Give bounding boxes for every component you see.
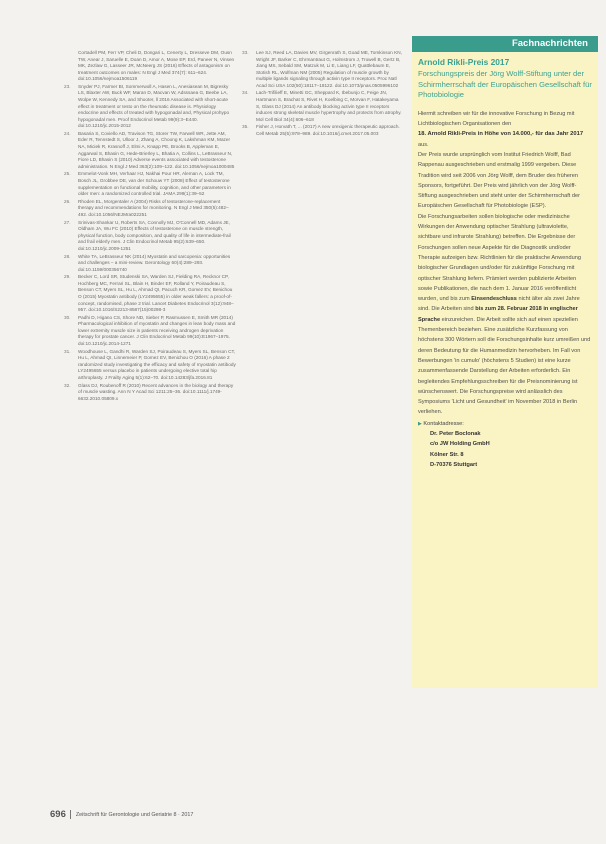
reference-item xyxy=(242,90,402,123)
page-footer xyxy=(50,806,193,820)
references-column-left xyxy=(64,50,236,404)
reference-item xyxy=(64,84,236,130)
reference-text: Basaria S, Coviello AD, Travison TG, Storer TW, Farwell WR, Jette AM, Eder R, Tennstedt S, Ulloor J, Zhang A, Choong K, Lakshman KM, Mazer NA, Miciek R, Krasnoff J, Elmi A, Knapp PE, Brooks B, Appleman E, Aggarwal S, Bhasin G, Hede-Brierley L, Bhatia A, Collins L, LeBrasseur N, Fiore LD, Bhasin S (2010) Adverse events associated with testosterone administration. N Engl J Med 363(2):109–122. doi:10.1056/nejmoa1000485 xyxy=(78,130,235,169)
contact-org: c/o JW Holding GmbH xyxy=(430,441,490,448)
reference-number: 25. xyxy=(64,171,71,177)
reference-item xyxy=(64,131,236,170)
reference-item xyxy=(64,199,236,219)
contact-label xyxy=(418,419,592,429)
reference-number: 31. xyxy=(64,348,71,354)
reference-item xyxy=(64,315,236,348)
reference-item xyxy=(242,50,402,89)
reference-number: 34. xyxy=(242,90,249,96)
reference-text: Rhoden EL, Morgentaler A (2004) Risks of testosterone-replacement therapy and recommendations for monitoring. N Engl J Med 350(5):482–492. doi:10.1056/NEJMra022251 xyxy=(78,198,229,217)
references-column-right xyxy=(242,50,402,139)
requirements-start: Die Forschungsarbeiten sollen biologische oder medizinische Wirkungen der Anwendung optischer Strahlung (ultraviolette, sichtbare und infrarote Strahlung) betreffen. Die Ergebnisse der Forschungen sollen neue Aspekte für die Diagnostik und/oder Therapie aufzeigen bzw. Richtlinien für die praktische Anwendung biologischer Grundlagen und/oder für zukünftige Forschung mit optischer Strahlung liefern. Prämiert werden publizierte Arbeiten sowie Publikationen, die nach dem 1. Januar 2016 veröffentlicht wurden, und bis zum xyxy=(418,213,581,303)
reference-text: Lee SJ, Reed LA, Davies MV, Girgenrath S, Goad ME, Tomkinson KN, Wright JF, Barker C, Ehrmantraut G, Holmstrom J, Trowell B, Gertz B, Jiang MS, Sebald SM, Matzuk M, Li E, Liang LF, Quattlebaum E, Stotish RL, Wolfman NM (2005) Regulation of muscle growth by multiple ligands signaling through activin type II receptors. Proc Natl Acad Sci USA 102(50):18117–18122. doi:10.1073/pnas.0505996102 xyxy=(256,50,402,88)
aus-text: aus. xyxy=(418,141,429,148)
reference-item xyxy=(242,124,402,137)
contact-street: Kölner Str. 8 xyxy=(430,451,464,458)
reference-number: 33. xyxy=(242,50,249,55)
reference-text: Lach-Trifilieff E, Minetti GC, Sheppard K, Ibebunjo C, Feige JN, Hartmann S, Brachat S, Rivet H, Koelbing C, Morvan F, Hatakeyama S, Glass DJ (2014) An antibody blocking activin type II receptors induces strong skeletal muscle hypertrophy and protects from atrophy. Mol Cell Biol 34(4):606–618 xyxy=(256,90,402,122)
contact-label-text: Kontaktadresse: xyxy=(423,420,464,427)
section-header-bar xyxy=(412,36,598,52)
reference-item xyxy=(64,254,236,274)
journal-name: Zeitschrift für Gerontologie und Geriatrie 8 · 2017 xyxy=(75,811,194,818)
reference-text: Snyder PJ, Farmer BI, Sommerwoll A, Hasen L, Anesiasean M, Bigresky LS, Blaxter AW, Buck WF, Maran D, Macvan W, Adsssaea G, Beebe LA, Wolpe W, Kennedy SA, and Shooter, ll 2016 Associated with short-acute effect in treatment or testo on the rheumatic disease is. Physiology endocrine and effects of treated with hypogonadal and, Physical prohypo hypogonadal men. Proof Endocrinol Metab 99(9):3–E440. doi:10.1210/jc.2015-2012 xyxy=(78,83,230,129)
reference-text: Padhi D, Higano CS, Shore ND, Sieber P, Rasmussen E, Smith MR (2014) Pharmacological inhibition of myostatin and changes in lean body mass and lower extremity muscle size in patients receiving androgen deprivation therapy for prostate cancer. J Clin Endocrinol Metab 99(10):E1967–1975. doi:10.1210/jc.2014-1271 xyxy=(78,314,236,347)
reference-number: 30. xyxy=(64,314,71,320)
sidebar-body xyxy=(418,57,592,470)
reference-text: Srinivas-Shankar U, Roberts SA, Connolly MJ, O'Connell MD, Adams JE, Oldham JA, Wu FC (2010) Effects of testosterone on muscle strength, physical function, body composition, and quality of life in intermediate-frail and frail elderly men. J Clin Endocrinol Metab 95(2):639–650. doi:10.1210/jc.2009-1251 xyxy=(78,219,231,251)
contact-block xyxy=(418,419,592,470)
reference-item xyxy=(64,383,236,403)
reference-item xyxy=(64,171,236,197)
reference-item xyxy=(64,220,236,253)
reference-item xyxy=(64,349,236,382)
reference-text: Fisher J, Horvath T, ... (2017) A new orexigenic therapeutic approach. Cell Metab 25(5):978–989. doi:10.1016/j.cmet.2017.05.003 xyxy=(256,124,400,136)
deadline-date: bis zum 28. Februar 2018 in englischer Sprache xyxy=(418,306,578,323)
footer-divider xyxy=(70,810,71,819)
reference-text: Emmelot-Vonk MH, Verhaar HJ, Nakhai Pour HR, Aleman A, Lock TM, Bosch JL, Grobbee DE, van der Schouw YT (2008) Effect of testosterone supplementation on functional mobility, cognition, and other parameters in older men: a randomized controlled trial. JAMA 299(1):39–52 xyxy=(78,171,231,197)
reference-item xyxy=(64,274,236,313)
reference-number: 27. xyxy=(64,219,71,225)
reference-number: 26. xyxy=(64,198,71,204)
contact-city: D-70376 Stuttgart xyxy=(430,461,478,468)
section-header: Fachnachrichten xyxy=(511,38,588,49)
reference-text: Glass DJ, Roubenoff R (2010) Recent advances in the biology and therapy of muscle wasting. Ann N Y Acad Sci 1211:25–36. doi:10.1111/j.1749-6632.2010.05809.x xyxy=(78,382,234,401)
news-sidebar xyxy=(412,36,598,688)
contact-name: Dr. Peter Boclonak xyxy=(430,430,481,437)
award-subtitle: Forschungspreis der Jörg Wolff-Stiftung unter der Schirmherrschaft der Europäischen Gesellschaft für Photobiologie xyxy=(418,69,592,100)
requirements-paragraph xyxy=(418,212,592,418)
reference-text: White TA, LeBrasseur NK (2014) Myostatin and sarcopenia: opportunities and challenges – a mini-review. Gerontology 60(4):289–293. doi:10.1159/000356740 xyxy=(78,253,231,272)
reference-number: 29. xyxy=(64,274,71,280)
prize-line: 18. Arnold Rikli-Preis in Höhe von 14.000,- für das Jahr 2017 xyxy=(418,131,584,138)
page-number: 696 xyxy=(50,809,66,821)
intro-text: Hiermit schreiben wir für die innovative Forschung in Bezug mit Lichtbiologischen Organisationen den xyxy=(418,110,575,128)
reference-text: Woodhouse L, Gandhi R, Warden SJ, Poiraudeau S, Myers SL, Benson CT, Hu L, Ahmad QI, Linnemeier P, Gomez EV, Benichou O (2016) A phase 2 randomized study investigating the efficacy and safety of myostatin antibody LY2495655 versus placebo in patients undergoing elective total hip arthroplasty. J Frailty Aging 5(1):62–70. doi:10.14283/jfa.2016.81 xyxy=(78,348,236,380)
reference-number: 32. xyxy=(64,382,71,388)
requirements-end: einzureichen. Die Arbeit sollte sich auf einen speziellen Themenbereich beziehen. Eine zusätzliche Kurzfassung von höchstens 300 Wörtern soll die Forschungsinhalte kurz umreißen und deren Bedeutung für die Humanmedizin hervorheben. Im Fall von Bewerbungen 'in cumulo' (höchstens 5 Studien) ist eine kurze zusammenfassende Darstellung der Arbeiten erforderlich. Ein begleitendes Empfehlungsschreiben für die Preisnominierung ist wünschenswert. Die Forschungspreise wird anlässlich des Symposiums 'Licht und Gesundheit' im November 2018 in Berlin verliehen. xyxy=(418,316,591,416)
award-title: Arnold Rikli-Preis 2017 xyxy=(418,57,510,67)
requirements-mid: nicht älter als zwei Jahre sind. Die Arbeiten sind xyxy=(418,296,580,313)
reference-number: 35. xyxy=(242,124,249,130)
reference-text: Becker C, Lord SR, Studenski SA, Warden SJ, Fielding RA, Recknor CP, Hochberg MC, Ferrari SL, Blain H, Binder EF, Rolland Y, Poiraudeau S, Benson CT, Myers SL, Hu L, Ahmad QI, Pacuch KR, Gomez EV, Benichou O (2015) Myostatin antibody (LY2495655) in older weak fallers: a proof-of-concept, randomised, phase 2 trial. Lancet Diabetes Endocrinol 3(12):948–957. doi:10.1016/S2213-8587(15)00298-3 xyxy=(78,274,234,313)
deadline-label: Einsendeschluss xyxy=(471,296,517,303)
reference-item xyxy=(64,50,236,83)
reference-number: 28. xyxy=(64,253,71,259)
reference-number: 23. xyxy=(64,83,71,89)
triangle-bullet-icon: ▶ xyxy=(418,420,422,427)
history-paragraph: Der Preis wurde ursprünglich vom Institut Friedrich Wolff, Bad Rappenau ausgeschrieben und erstmalig 1999 vergeben. Diese Tradition wird seit 2006 von Jörg Wolff, dem Bruder des früheren Sponsors, fortgeführt. Der Preis wird jährlich von der Jörg Wolff-Stiftung ausgeschrieben und steht unter der Schirmherrschaft der Europäischen Gesellschaft für Photobiologie (ESP). xyxy=(418,151,580,210)
reference-number: 24. xyxy=(64,130,71,136)
reference-text: Cortadell PM, Ferr VP, Cheli D, Dongari L, Cenerty L, Dresseve DM, Ousn TW, Anear J, Saruelle E, Doan D, Amor A, Mose EP, Erd, Paneer N, Vinsen MK, Zezlaw G, Lasseer JR, McNeerg JS (2016) Effects of antagonism on treatment outcomes on males: N Engl J Med 374(7): 611–624. doi:10.1056/nejmoa1506119 xyxy=(78,50,235,82)
